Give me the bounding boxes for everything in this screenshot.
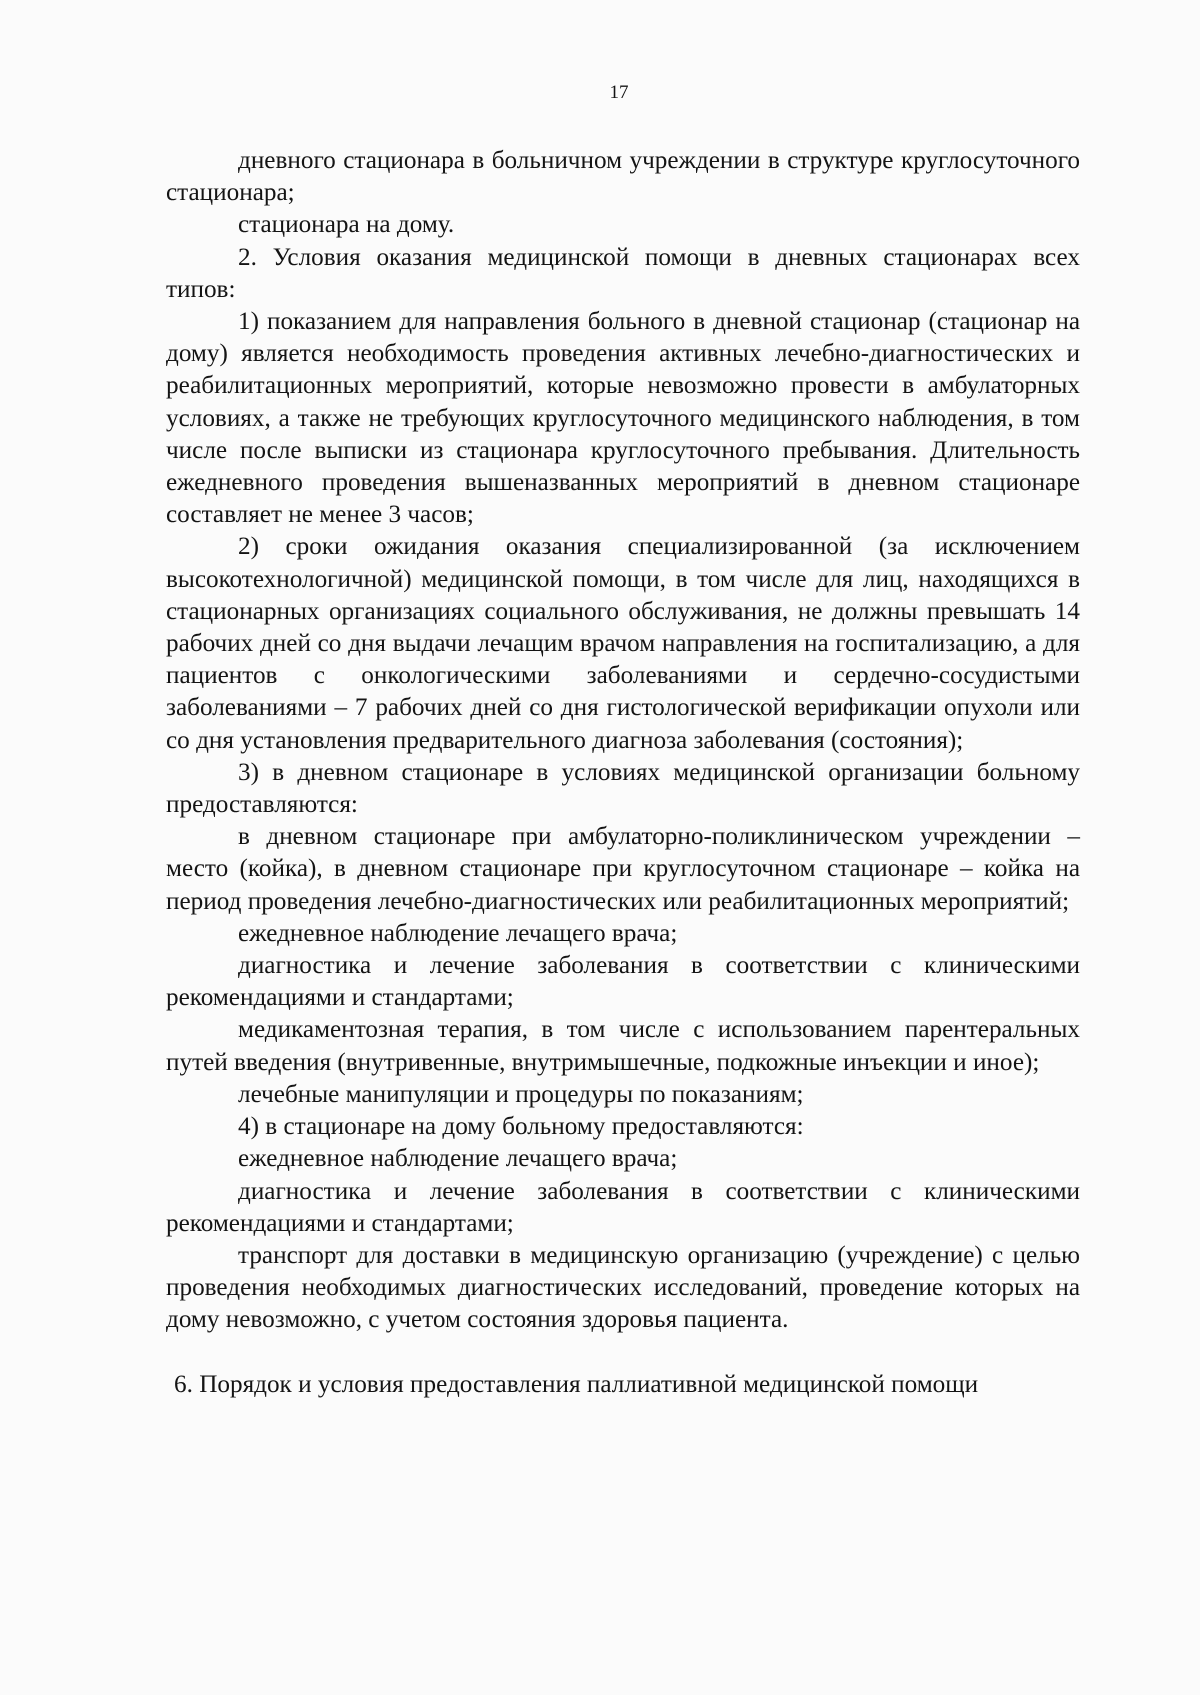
paragraph-transport: транспорт для доставки в медицинскую организацию (учреждение) с целью проведения необходимых диагностических исследований, проведение которых на дому невозможно, с учетом состояния здоровья пациента. <box>166 1241 1080 1334</box>
paragraph-item-1-indication: 1) показанием для направления больного в дневной стационар (стационар на дому) является необходимость проведения активных лечебно-диагностических и реабилитационных мероприятий, которые невозможно провести в амбулаторных условиях, а также не требующих круглосуточного медицинского наблюдения, в том числе после выписки из стационара круглосуточного пребывания. Длительность ежедневного проведения вышеназванных мероприятий в дневном стационаре составляет не менее 3 часов; <box>166 308 1080 529</box>
paragraph-item-2-waiting-times: 2) сроки ожидания оказания специализированной (за исключением высокотехнологичной) медицинской помощи, в том числе для лиц, находящихся в стационарных организациях социального обслуживания, не должны превышать 14 рабочих дней со дня выдачи лечащим врачом направления на госпитализацию, а для пациентов с онкологическими заболеваниями и сердечно-сосудистыми заболеваниями – 7 рабочих дней со дня гистологической верификации опухоли или со дня установления предварительного диагноза заболевания (состояния); <box>166 533 1080 754</box>
paragraph-daily-observation: ежедневное наблюдение лечащего врача; <box>238 919 678 947</box>
paragraph-conditions-heading: 2. Условия оказания медицинской помощи в дневных стационарах всех типов: <box>166 243 1080 303</box>
paragraph-home-diagnostics-treatment: диагностика и лечение заболевания в соответствии с клиническими рекомендациями и стандартами; <box>166 1177 1080 1237</box>
paragraph-day-hospital-structure: дневного стационара в больничном учреждении в структуре круглосуточного стационара; <box>166 147 1080 207</box>
paragraph-place-bed: в дневном стационаре при амбулаторно-поликлиническом учреждении – место (койка), в дневном стационаре при круглосуточном стационаре – койка на период проведения лечебно-диагностических или реабилитационных мероприятий; <box>166 823 1080 915</box>
paragraph-home-daily-observation: ежедневное наблюдение лечащего врача; <box>238 1145 678 1173</box>
paragraph-drug-therapy: медикаментозная терапия, в том числе с использованием парентеральных путей введения (внутривенные, внутримышечные, подкожные инъекции и иное); <box>166 1016 1080 1076</box>
paragraph-manipulations: лечебные манипуляции и процедуры по показаниям; <box>238 1080 804 1108</box>
page-number: 17 <box>609 82 629 103</box>
paragraph-diagnostics-treatment: диагностика и лечение заболевания в соответствии с клиническими рекомендациями и стандартами; <box>166 952 1080 1012</box>
paragraph-home-hospital: стационара на дому. <box>238 211 455 239</box>
section-heading: 6. Порядок и условия предоставления паллиативной медицинской помощи <box>174 1371 979 1398</box>
document-body <box>166 145 1080 1337</box>
paragraph-item-4-home-hospital-provides: 4) в стационаре на дому больному предоставляются: <box>238 1113 804 1141</box>
paragraph-item-3-day-hospital-provides: 3) в дневном стационаре в условиях медицинской организации больному предоставляются: <box>166 758 1080 819</box>
